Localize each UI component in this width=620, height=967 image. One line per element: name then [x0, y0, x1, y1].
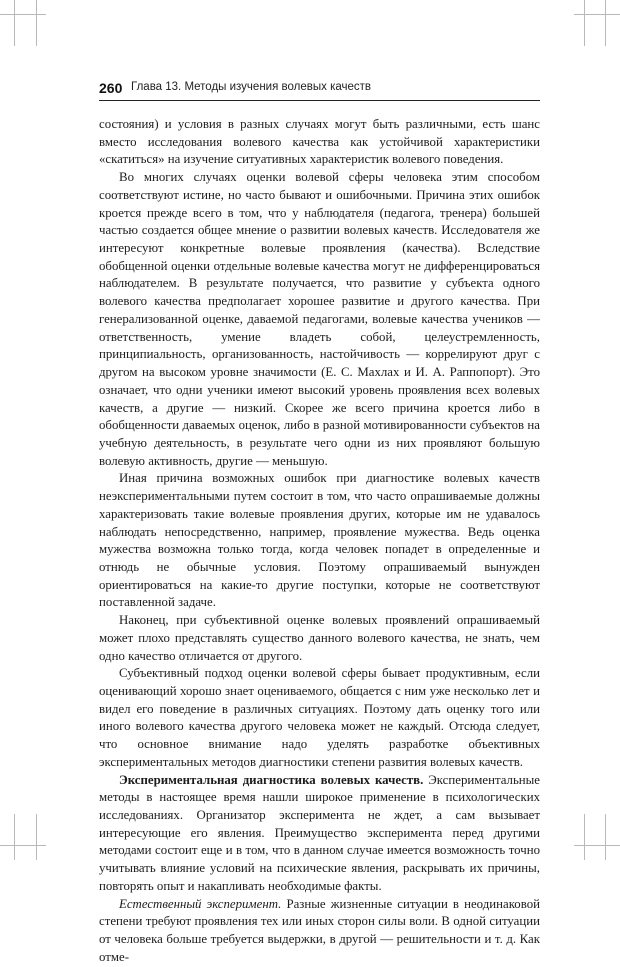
run-in-heading: Экспериментальная диагностика волевых качеств. — [119, 772, 424, 787]
paragraph — [99, 612, 540, 665]
chapter-title: Глава 13. Методы изучения волевых качеств — [131, 81, 372, 93]
crop-mark-top-left-v2 — [36, 0, 37, 46]
crop-mark-top-left-v — [14, 0, 15, 46]
crop-mark-bottom-left-h — [0, 845, 46, 846]
paragraph-text: Разные жизненные ситуации в неодинаковой степени требуют проявления тех или иных сторон силы воли. В одной ситуации от человека больше требуется выдержки, в другой — решительности и т. д. Как отме- — [99, 896, 540, 964]
page-body — [99, 116, 540, 967]
run-in-heading-italic: Естественный эксперимент. — [119, 896, 282, 911]
page-number: 260 — [99, 80, 123, 96]
running-header — [99, 78, 540, 101]
paragraph — [99, 470, 540, 612]
paragraph-continued — [99, 116, 540, 169]
crop-mark-bottom-left-v2 — [36, 814, 37, 860]
crop-mark-top-right-v2 — [605, 0, 606, 46]
paragraph-natural-experiment — [99, 896, 540, 967]
paragraph — [99, 665, 540, 771]
crop-mark-top-right-h — [574, 14, 620, 15]
crop-mark-top-left-h — [0, 14, 46, 15]
paragraph — [99, 169, 540, 470]
paragraph-text: Иная причина возможных ошибок при диагностике волевых качеств неэкспериментальными путем состоит в том, что часто опрашиваемые должны характеризовать такие волевые проявления других, которые им не удавалось наблюдать непосредственно, например, проявление мужества. Ведь оценка мужества возможна только тогда, когда человек попадет в определенные и отнюдь не обычные условия. Поэтому опрашиваемый вынужден ориентироваться на какие-то другие поступки, которые не соответствуют поставленной задаче. — [99, 471, 540, 610]
paragraph-text: состояния) и условия в разных случаях могут быть различными, есть шанс вместо исследования волевого качества как устойчивой характеристики «скатиться» на изучение ситуативных характеристик волевого поведения. — [99, 117, 540, 167]
paragraph-text: Во многих случаях оценки волевой сферы человека этим способом соответствуют истине, но часто бывают и ошибочными. Причина этих ошибок кроется прежде всего в том, что у наблюдателя (педагога, тренера) большей частью создается общее мнение о развитии волевых качеств. Исследователя же интересуют конкретные волевые проявления (качества). Вследствие обобщенной оценки отдельные волевые качества могут не дифференцироваться наблюдателем. В результате получается, что развитие у субъекта одного волевого качества предполагает хорошее развитие и другого качества. При генерализованной оценке, даваемой педагогами, волевые качества учеников — ответственность, умение владеть собой, целеустремленность, принципиальность, организованность, настойчивость — коррелируют друг с другом на высоком уровне значимости (Е. С. Махлах и И. А. Раппопорт). Это означает, что одни ученики имеют высокий уровень проявления всех волевых качеств, а другие — низкий. Скорее же всего причина кроется либо в обобщенности даваемых оценок, либо в разной мотивированности субъектов на учебную деятельность, в результате чего одни из них проявляют большую волевую активность, другие — меньшую. — [99, 170, 540, 468]
crop-mark-bottom-right-h — [574, 845, 620, 846]
paragraph-experimental-diagnostics — [99, 772, 540, 896]
crop-mark-bottom-left-v — [14, 814, 15, 860]
crop-mark-top-right-v — [584, 0, 585, 46]
paragraph-text: Наконец, при субъективной оценке волевых проявлений опрашиваемый может плохо представлять существо данного волевого качества, не знать, чем одно качество отличается от другого. — [99, 613, 540, 663]
crop-mark-bottom-right-v2 — [605, 814, 606, 860]
paragraph-text: Экспериментальные методы в настоящее время нашли широкое применение в психологических исследованиях. Организатор эксперимента не ждет, а сам вызывает интересующие его явления. Преимущество эксперимента перед другими методами состоит еще и в том, что в данном случае имеется возможность точно учитывать влияние условий на психические явления, раскрывать их причины, повторять опыт и накапливать необходимые факты. — [99, 772, 541, 893]
paragraph-text: Субъективный подход оценки волевой сферы бывает продуктивным, если оценивающий хорошо знает оцениваемого, общается с ним уже несколько лет и видел его поведение в различных ситуациях. Поэтому дать оценку того или иного волевого качества другого человека может не каждый. Отсюда следует, что основное внимание надо уделять разработке объективных экспериментальных методов диагностики степени развития волевых качеств. — [99, 666, 540, 769]
crop-mark-bottom-right-v — [584, 814, 585, 860]
